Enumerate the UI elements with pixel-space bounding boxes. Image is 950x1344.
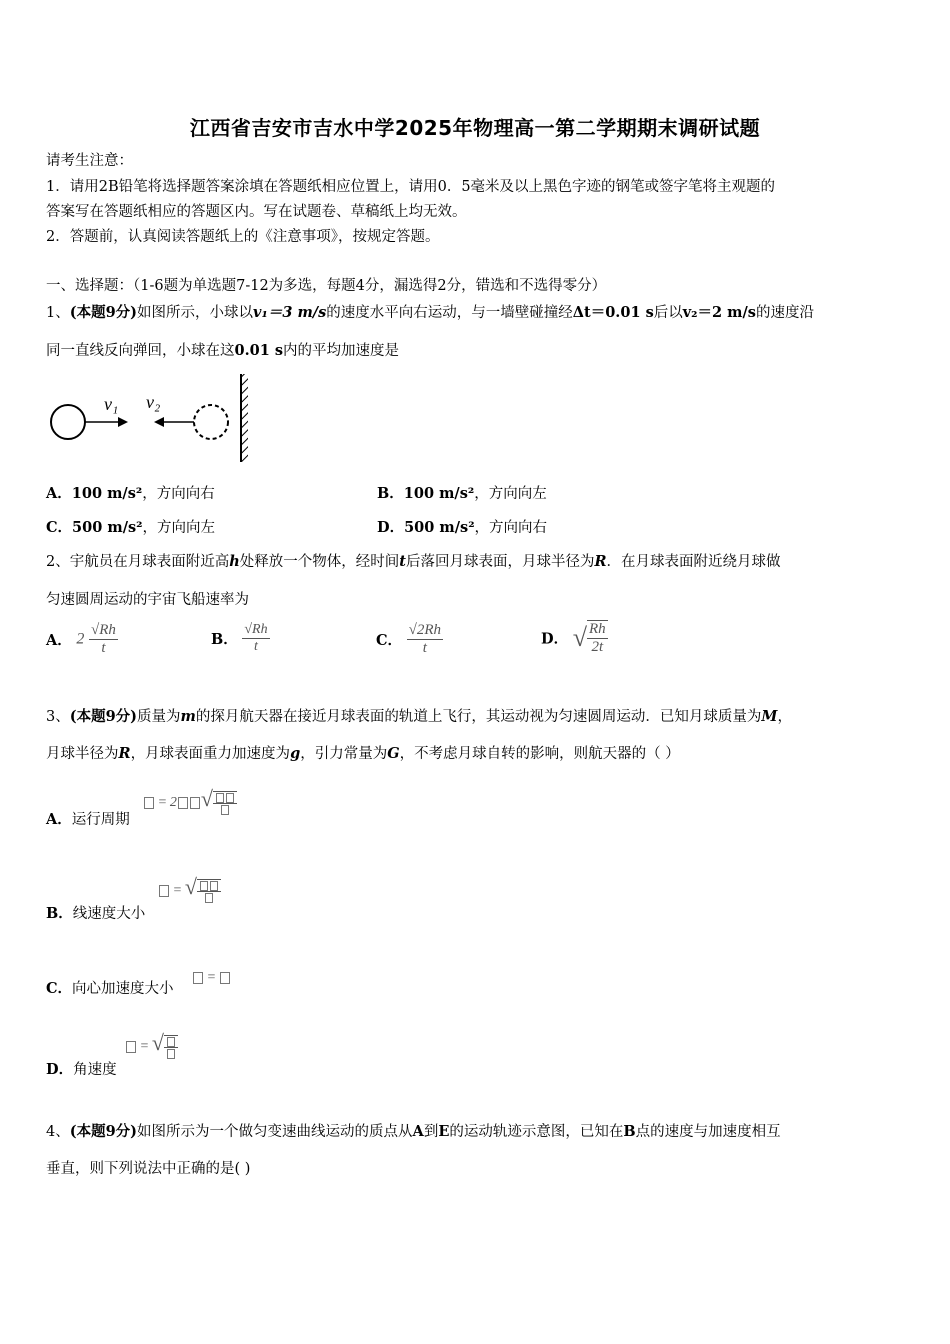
q1-text-a: 如图所示，小球以	[137, 305, 254, 321]
q4-B: B	[623, 1123, 636, 1140]
question-1-line-2	[46, 339, 399, 360]
q2-option-a-den: t	[101, 640, 106, 656]
q4-line1c: 的运动轨迹示意图，已知在	[449, 1124, 624, 1140]
q1-text-d: 的速度沿	[755, 305, 814, 321]
q2-line1d: ．在月球表面附近绕月球做	[606, 554, 781, 570]
q1-v1: v₁＝3 m/s	[253, 304, 327, 321]
q3-option-d-letter: D．	[46, 1061, 74, 1078]
q1-line2c: 内的平均加速度是	[283, 343, 400, 359]
notice-line-2: 2．答题前，认真阅读答题纸上的《注意事项》，按规定答题。	[46, 229, 440, 245]
q1-option-d-dir: ，方向向右	[474, 520, 548, 536]
q1-option-d[interactable]	[377, 516, 547, 537]
q3-d-eq: =	[140, 1039, 149, 1054]
q4-E: E	[438, 1123, 450, 1140]
q3-a-frac	[213, 791, 237, 815]
section-heading: 一、选择题：（1-6题为单选题7-12为多选，每题4分，漏选得2分，错选和不选得零分）	[46, 278, 607, 294]
q2-option-d-num: Rh	[588, 621, 606, 637]
q2-option-c[interactable]	[376, 622, 443, 672]
q2-option-d-den: 2t	[591, 639, 604, 655]
q2-option-b[interactable]	[211, 622, 270, 672]
v2-label: v₂	[146, 392, 161, 412]
q3-a-eq: =	[158, 795, 167, 810]
question-4-line-1	[46, 1120, 781, 1141]
notice-heading: 请考生注意：	[46, 153, 133, 169]
q3-b-frac	[197, 879, 221, 903]
q1-score: (本题9分)	[69, 304, 138, 321]
placeholder-glyph-icon	[220, 972, 230, 984]
q3-option-a-letter: A．	[46, 811, 72, 828]
q3-option-c[interactable]	[46, 977, 174, 998]
q2-option-c-fraction	[407, 622, 443, 657]
q3-line2c: ，引力常量为	[300, 746, 388, 762]
q1-option-c-value: 500 m/s²	[72, 519, 143, 536]
q4-line1d: 点的速度与加速度相互	[635, 1124, 781, 1140]
q1-text-b: 的速度水平向右运动，与一墙壁碰撞经	[326, 305, 573, 321]
q2-t: t	[399, 553, 406, 570]
q3-c-eq: =	[207, 970, 216, 985]
q1-option-d-letter: D．	[377, 519, 405, 536]
q3-b-eq: =	[173, 883, 182, 898]
q1-option-b[interactable]	[377, 482, 547, 503]
q2-option-d-fraction	[587, 620, 608, 656]
q3-a-two: 2	[169, 795, 177, 810]
q2-option-b-letter: B．	[211, 631, 238, 648]
q3-line2a: 月球半径为	[46, 746, 119, 762]
q3-R: R	[118, 745, 131, 762]
page-title: 江西省吉安市吉水中学2025年物理高一第二学期期末调研试题	[189, 116, 761, 140]
placeholder-glyph-icon	[144, 797, 154, 809]
q3-d-frac	[164, 1035, 178, 1059]
question-2-line-2: 匀速圆周运动的宇宙飞船速率为	[46, 592, 249, 608]
q3-option-b-letter: B．	[46, 905, 73, 922]
q1-dt: Δt＝0.01 s	[572, 304, 654, 321]
q1-option-a-value: 100 m/s²	[71, 485, 143, 502]
q3-g: g	[290, 745, 301, 762]
v1-arrowhead	[118, 417, 128, 427]
q4-prefix: 4、	[46, 1124, 70, 1140]
q2-option-b-den: t	[254, 639, 258, 654]
q1-line2a: 同一直线反向弹回，小球在这	[46, 343, 235, 359]
ball-before-circle	[51, 405, 85, 439]
notice-line-1b: 答案写在答题纸相应的答题区内。写在试题卷、草稿纸上均无效。	[46, 204, 467, 220]
q1-option-b-letter: B．	[377, 485, 404, 502]
q2-option-c-num: √2Rh	[408, 622, 442, 638]
q2-option-d[interactable]	[541, 620, 608, 672]
notice-line-1: 1．请用2B铅笔将选择题答案涂填在答题纸相应位置上，请用0．5毫米及以上黑色字迹的钢笔或签字笔将主观题的	[46, 179, 776, 195]
q3-option-b-label: 线速度大小	[72, 906, 146, 922]
q2-R: R	[594, 553, 607, 570]
q1-figure	[44, 370, 264, 466]
q3-score: (本题9分)	[69, 708, 138, 725]
q2-option-a-num: √Rh	[90, 622, 116, 638]
q3-option-c-formula	[192, 970, 231, 986]
q3-option-d[interactable]	[46, 1058, 117, 1079]
q2-option-a[interactable]	[46, 622, 118, 672]
q3-option-a-formula	[143, 786, 237, 815]
q3-option-b-formula	[158, 874, 221, 903]
q2-option-d-letter: D．	[541, 630, 569, 648]
q3-option-c-label: 向心加速度大小	[72, 981, 174, 997]
q1-option-c-dir: ，方向向左	[142, 520, 216, 536]
q3-G: G	[387, 745, 400, 762]
question-3-line-1	[46, 705, 792, 726]
q3-line2b: ，月球表面重力加速度为	[130, 746, 291, 762]
v1-label: v₁	[104, 394, 119, 414]
q2-option-a-letter: A．	[46, 632, 72, 649]
placeholder-glyph-icon	[126, 1041, 136, 1053]
q1-option-b-dir: ，方向向左	[474, 486, 547, 502]
v2-arrowhead	[154, 417, 164, 427]
q2-option-c-letter: C．	[376, 632, 403, 649]
q1-option-a[interactable]	[46, 482, 215, 503]
question-3-line-2	[46, 742, 680, 763]
q1-option-b-value: 100 m/s²	[403, 485, 475, 502]
q1-option-a-letter: A．	[46, 485, 72, 502]
wall-hatch	[241, 374, 248, 462]
q3-line1a: 质量为	[137, 709, 181, 725]
sqrt-icon: √	[151, 1030, 164, 1055]
placeholder-glyph-icon	[159, 885, 169, 897]
sqrt-icon: √	[184, 874, 197, 899]
q4-A: A	[412, 1123, 424, 1140]
q1-line2b: 0.01 s	[234, 342, 284, 359]
q3-line1c: ，	[777, 709, 792, 725]
q1-option-d-value: 500 m/s²	[404, 519, 475, 536]
q4-line1a: 如图所示为一个做匀变速曲线运动的质点从	[137, 1124, 413, 1140]
q1-text-c: 后以	[653, 305, 683, 321]
q2-option-a-coef: 2	[76, 630, 85, 648]
q2-h: h	[229, 553, 240, 570]
q4-score: (本题9分)	[69, 1123, 138, 1140]
q3-option-d-label: 角速度	[73, 1062, 117, 1078]
placeholder-glyph-icon	[178, 797, 188, 809]
q2-option-a-fraction	[89, 622, 118, 657]
q2-option-b-num: √Rh	[244, 622, 268, 637]
placeholder-glyph-icon	[190, 797, 200, 809]
q1-prefix: 1、	[46, 305, 70, 321]
sqrt-icon: √	[200, 786, 213, 811]
q2-option-d-sqrt-icon: √	[572, 623, 587, 652]
q3-M: M	[761, 708, 778, 725]
q3-option-b[interactable]	[46, 902, 145, 923]
q3-line2d: ，不考虑月球自转的影响，则航天器的（ ）	[399, 746, 680, 762]
question-2-line-1	[46, 550, 781, 571]
q3-prefix: 3、	[46, 709, 70, 725]
question-4-line-2: 垂直，则下列说法中正确的是( )	[46, 1161, 251, 1177]
q2-line1b: 处释放一个物体，经时间	[239, 554, 400, 570]
q3-option-a[interactable]	[46, 808, 130, 829]
ball-after-circle	[194, 405, 228, 439]
q3-line1b: 的探月航天器在接近月球表面的轨道上飞行，其运动视为匀速圆周运动．已知月球质量为	[195, 709, 762, 725]
q1-option-c[interactable]	[46, 516, 215, 537]
q2-line1c: 后落回月球表面，月球半径为	[405, 554, 595, 570]
q3-option-a-label: 运行周期	[71, 812, 130, 828]
q3-m: m	[180, 708, 196, 725]
question-1-line-1	[46, 301, 814, 322]
q2-line1a: 2、宇航员在月球表面附近高	[46, 554, 230, 570]
q3-option-c-letter: C．	[46, 980, 73, 997]
q2-option-c-den: t	[422, 640, 427, 656]
q2-option-b-fraction	[242, 622, 269, 655]
placeholder-glyph-icon	[193, 972, 203, 984]
q3-option-d-formula	[125, 1030, 178, 1059]
q1-option-c-letter: C．	[46, 519, 73, 536]
q4-line1b: 到	[423, 1124, 439, 1140]
q1-v2: v₂＝2 m/s	[682, 304, 756, 321]
q1-option-a-dir: ，方向向右	[142, 486, 215, 502]
